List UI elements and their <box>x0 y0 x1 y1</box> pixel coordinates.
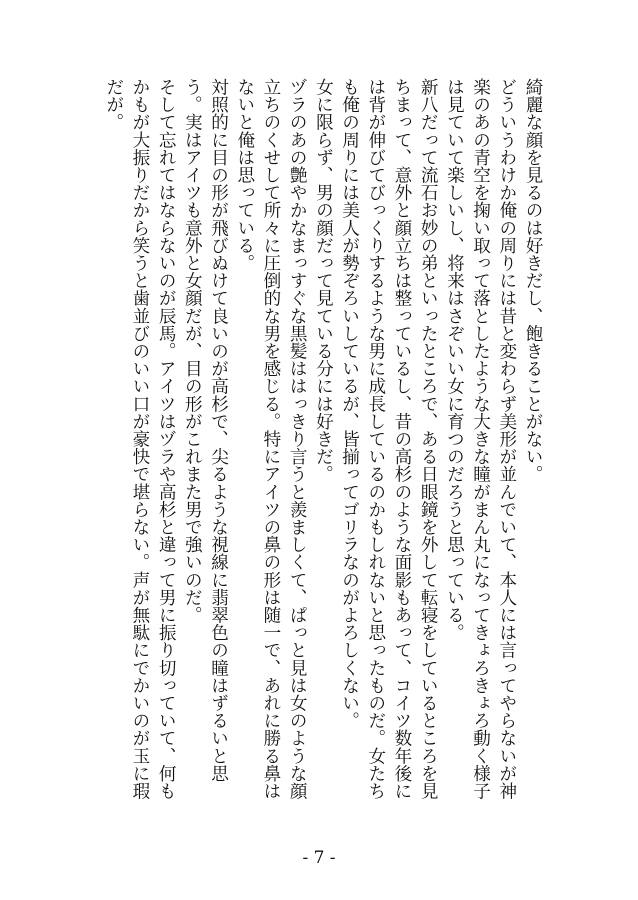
vertical-text-body <box>101 78 546 813</box>
page-number: - 7 - <box>302 848 336 868</box>
paragraph-1: 綺麗な顔を見るのは好きだし、飽きることがない。 <box>523 78 543 483</box>
paragraph-5: ヅラのあの艶やかなまっすぐな黒髪ははっきり言うと羨ましくて、ぱっと見は女のような顔立ちのくせして所々に圧倒的な男を感じる。特にアイツの鼻の形は随一で、あれに勝る鼻はないと俺は思っている。 <box>234 78 308 800</box>
paragraph-4: 女に限らず、男の顔だって見ている分には好きだ。 <box>313 78 334 483</box>
paragraph-6: 対照的に目の形が飛びぬけて良いのが高杉で、尖るような視線に翡翠色の瞳はずるいと思う。実はアイツも意外と女顔だが、目の形がこれまた男で強いのだ。 <box>182 78 229 782</box>
paragraph-2: どういうわけか俺の周りには昔と変わらず美形が並んでいて、本人には言ってやらないが神楽のあの青空を掬い取って落としたような大きな瞳がまん丸になってきょろきょろ動く様子は見ていて楽しいし、将来はさぞいい女に育つのだろうと思っている。 <box>444 78 517 800</box>
paragraph-7: そして忘れてはならないのが辰馬。アイツはヅラや高杉と違って男に振り切っていて、何もかもが大振りだから笑うと歯並びのいい口が豪快で堪らない。声が無駄にでかいのが玉に瑕だが。 <box>103 78 177 800</box>
paragraph-3: 新八だって流石お妙の弟といったところで、ある日眼鏡を外して転寝をしているところを見ちまって、意外と顔立ちは整っているし、昔の高杉のような面影もあって、コイツ数年後には背が伸びてびっくりするような男に成長しているのかもしれないと思ったものだ。女たちも俺の周りには美人が勢ぞろいしているが、皆揃ってゴリラなのがよろしくない。 <box>339 78 439 800</box>
